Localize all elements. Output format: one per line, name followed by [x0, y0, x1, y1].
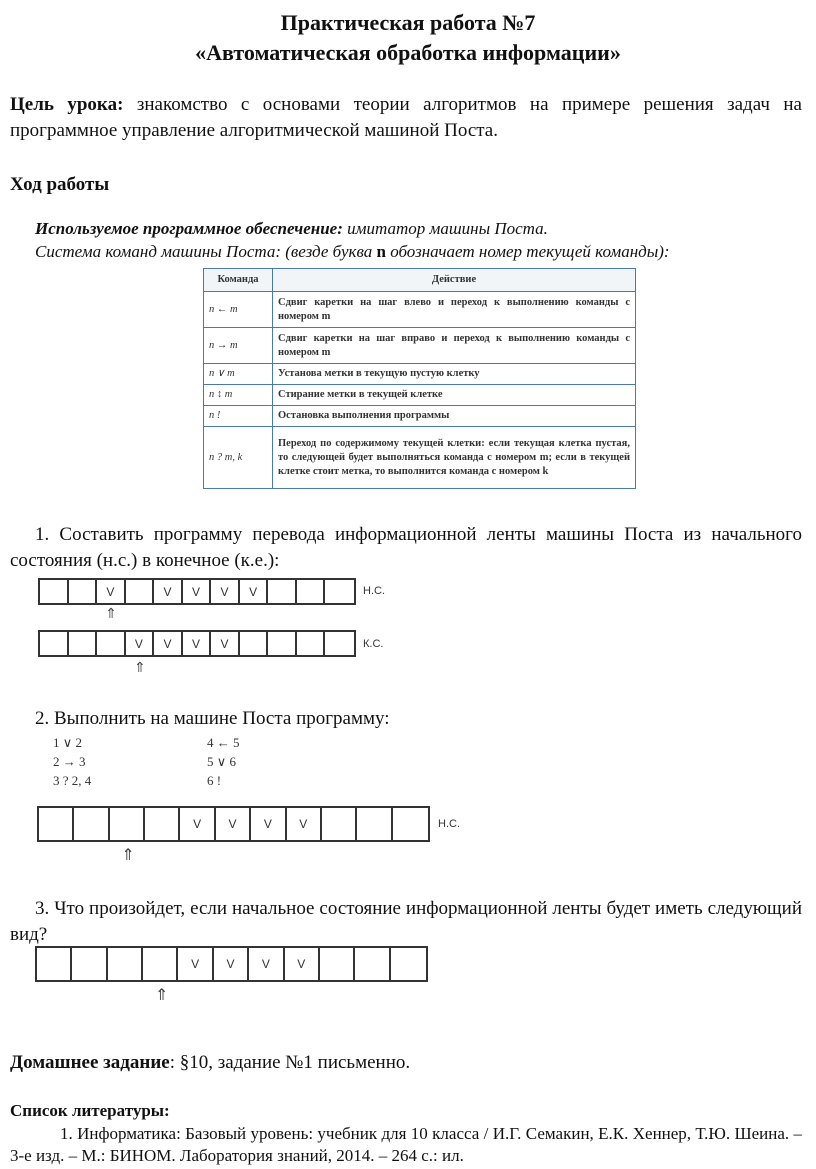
literature-item: 1. Информатика: Базовый уровень: учебник для 10 класса / И.Г. Семакин, Е.К. Хеннер, Т.Ю. Шеина. – 3-е изд. – М.: БИНОМ. Лаборатория знаний, 2014. – 264 с.: ил.: [10, 1124, 802, 1165]
tape-start-state: [38, 578, 356, 605]
tape-cell-empty: [37, 948, 72, 980]
tape-cell-empty: [355, 948, 390, 980]
tape-cell-marked: V: [178, 948, 213, 980]
head-arrow-icon: ⇑: [155, 985, 169, 1004]
tape-cell-marked: V: [287, 808, 322, 840]
tape-cell-empty: [39, 808, 74, 840]
tape-cell-empty: [69, 632, 98, 655]
tape-cell-empty: [325, 632, 354, 655]
command-system-letter: n: [376, 242, 386, 261]
program-line: 3 ? 2, 4: [53, 773, 92, 788]
tape-cell-empty: [325, 580, 354, 603]
tape-cell-marked: V: [183, 580, 212, 603]
tape-cell-empty: [143, 948, 178, 980]
task-2-text: 2. Выполнить на машине Поста программу:: [35, 708, 390, 729]
tape-cell-marked: V: [240, 580, 269, 603]
homework: [10, 1050, 410, 1076]
tape-cell-empty: [145, 808, 180, 840]
head-arrow-icon: ⇑: [121, 845, 135, 864]
tape-cell-empty: [320, 948, 355, 980]
program-column-1: [53, 733, 91, 790]
command-cell: n ↕ m: [204, 385, 273, 406]
homework-text: : §10, задание №1 письменно.: [169, 1052, 411, 1073]
literature-heading: Список литературы:: [10, 1101, 170, 1120]
goal-text: знакомство с основами теории алгоритмов на примере решения задач на программное управление алгоритмической машиной Поста.: [10, 94, 802, 141]
tape-cell-empty: [110, 808, 145, 840]
action-cell: Остановка выполнения программы: [273, 406, 636, 427]
homework-label: Домашнее задание: [10, 1052, 170, 1073]
progress-heading: Ход работы: [10, 174, 110, 195]
tape-cell-marked: V: [97, 580, 126, 603]
action-cell: Переход по содержимому текущей клетки: если текущая клетка пустая, то следующей будет выполняться команда с номером m; если в текущей клетке стоит метка, то выполнится команда с номером k: [273, 427, 636, 489]
tape-cell-marked: V: [154, 580, 183, 603]
tape-cell-marked: V: [285, 948, 320, 980]
command-cell: n ← m: [204, 292, 273, 328]
action-cell: Сдвиг каретки на шаг вправо и переход к выполнению команды с номером m: [273, 328, 636, 364]
software-line: [35, 218, 548, 240]
tape-cell-empty: [108, 948, 143, 980]
tape: [35, 946, 428, 982]
tape-end-state: [38, 630, 356, 657]
title-line-1: Практическая работа №7: [280, 10, 536, 35]
tape: [37, 806, 430, 842]
command-cell: n ? m, k: [204, 427, 273, 489]
software-text: имитатор машины Поста.: [342, 219, 548, 238]
tape-cell-empty: [393, 808, 428, 840]
table-row: [204, 328, 636, 364]
tape-cell-marked: V: [211, 580, 240, 603]
tape-cell-empty: [357, 808, 392, 840]
tape-task-2: [37, 806, 430, 842]
tape-cell-empty: [74, 808, 109, 840]
tape-cell-empty: [391, 948, 426, 980]
command-system-text-after: обозначает номер текущей команды):: [385, 242, 670, 261]
tape-cell-empty: [322, 808, 357, 840]
tape-task-3: [35, 946, 428, 982]
head-arrow-icon: ⇑: [105, 606, 117, 622]
tape-cell-empty: [69, 580, 98, 603]
command-cell: n → m: [204, 328, 273, 364]
program-line: 2 → 3: [53, 754, 86, 769]
program-column-2: [207, 733, 240, 790]
program-line: 4 ← 5: [207, 735, 240, 750]
tape-cell-marked: V: [251, 808, 286, 840]
program-line: 1 ∨ 2: [53, 735, 83, 750]
tape-cell-marked: V: [180, 808, 215, 840]
tape-cell-marked: V: [249, 948, 284, 980]
header-command: Команда: [204, 269, 273, 292]
program-line: 6 !: [207, 773, 222, 788]
command-cell: n !: [204, 406, 273, 427]
tape-task-2-label: Н.С.: [438, 818, 460, 830]
tape-cell-empty: [297, 632, 326, 655]
tape-cell-empty: [297, 580, 326, 603]
tape-cell-marked: V: [126, 632, 155, 655]
tape-start-label: Н.С.: [363, 585, 385, 597]
tape: [38, 630, 356, 657]
command-system-line: [35, 241, 670, 263]
action-cell: Установа метки в текущую пустую клетку: [273, 364, 636, 385]
software-label: Используемое программное обеспечение:: [35, 219, 343, 238]
table-row: [204, 406, 636, 427]
tape-cell-marked: V: [211, 632, 240, 655]
tape-cell-empty: [240, 632, 269, 655]
table-row: [204, 385, 636, 406]
command-table-header: [204, 269, 636, 292]
command-system-text-before: Система команд машины Поста: (везде буква: [35, 242, 377, 261]
tape-cell-empty: [97, 632, 126, 655]
tape-cell-marked: V: [214, 948, 249, 980]
goal-label: Цель урока:: [10, 94, 124, 115]
title-line-2: «Автоматическая обработка информации»: [195, 40, 621, 65]
command-table: [203, 268, 636, 489]
tape-cell-empty: [268, 580, 297, 603]
action-cell: Стирание метки в текущей клетке: [273, 385, 636, 406]
tape-cell-marked: V: [216, 808, 251, 840]
tape-cell-empty: [72, 948, 107, 980]
program-line: 5 ∨ 6: [207, 754, 237, 769]
table-row: [204, 427, 636, 489]
tape-cell-empty: [40, 580, 69, 603]
tape-cell-marked: V: [154, 632, 183, 655]
command-cell: n ∨ m: [204, 364, 273, 385]
page-title: [0, 8, 816, 68]
tape-end-label: К.С.: [363, 638, 384, 650]
tape-cell-empty: [268, 632, 297, 655]
table-row: [204, 292, 636, 328]
table-row: [204, 364, 636, 385]
tape-cell-empty: [40, 632, 69, 655]
tape-cell-empty: [126, 580, 155, 603]
tape: [38, 578, 356, 605]
header-action: Действие: [273, 269, 636, 292]
action-cell: Сдвиг каретки на шаг влево и переход к выполнению команды с номером m: [273, 292, 636, 328]
lesson-goal: [10, 92, 802, 144]
tape-cell-marked: V: [183, 632, 212, 655]
task-3-text: 3. Что произойдет, если начальное состояние информационной ленты будет иметь следующий вид?: [10, 898, 802, 945]
head-arrow-icon: ⇑: [134, 660, 146, 676]
task-1-text: 1. Составить программу перевода информационной ленты машины Поста из начального состояния (н.с.) в конечное (к.е.):: [10, 524, 802, 571]
